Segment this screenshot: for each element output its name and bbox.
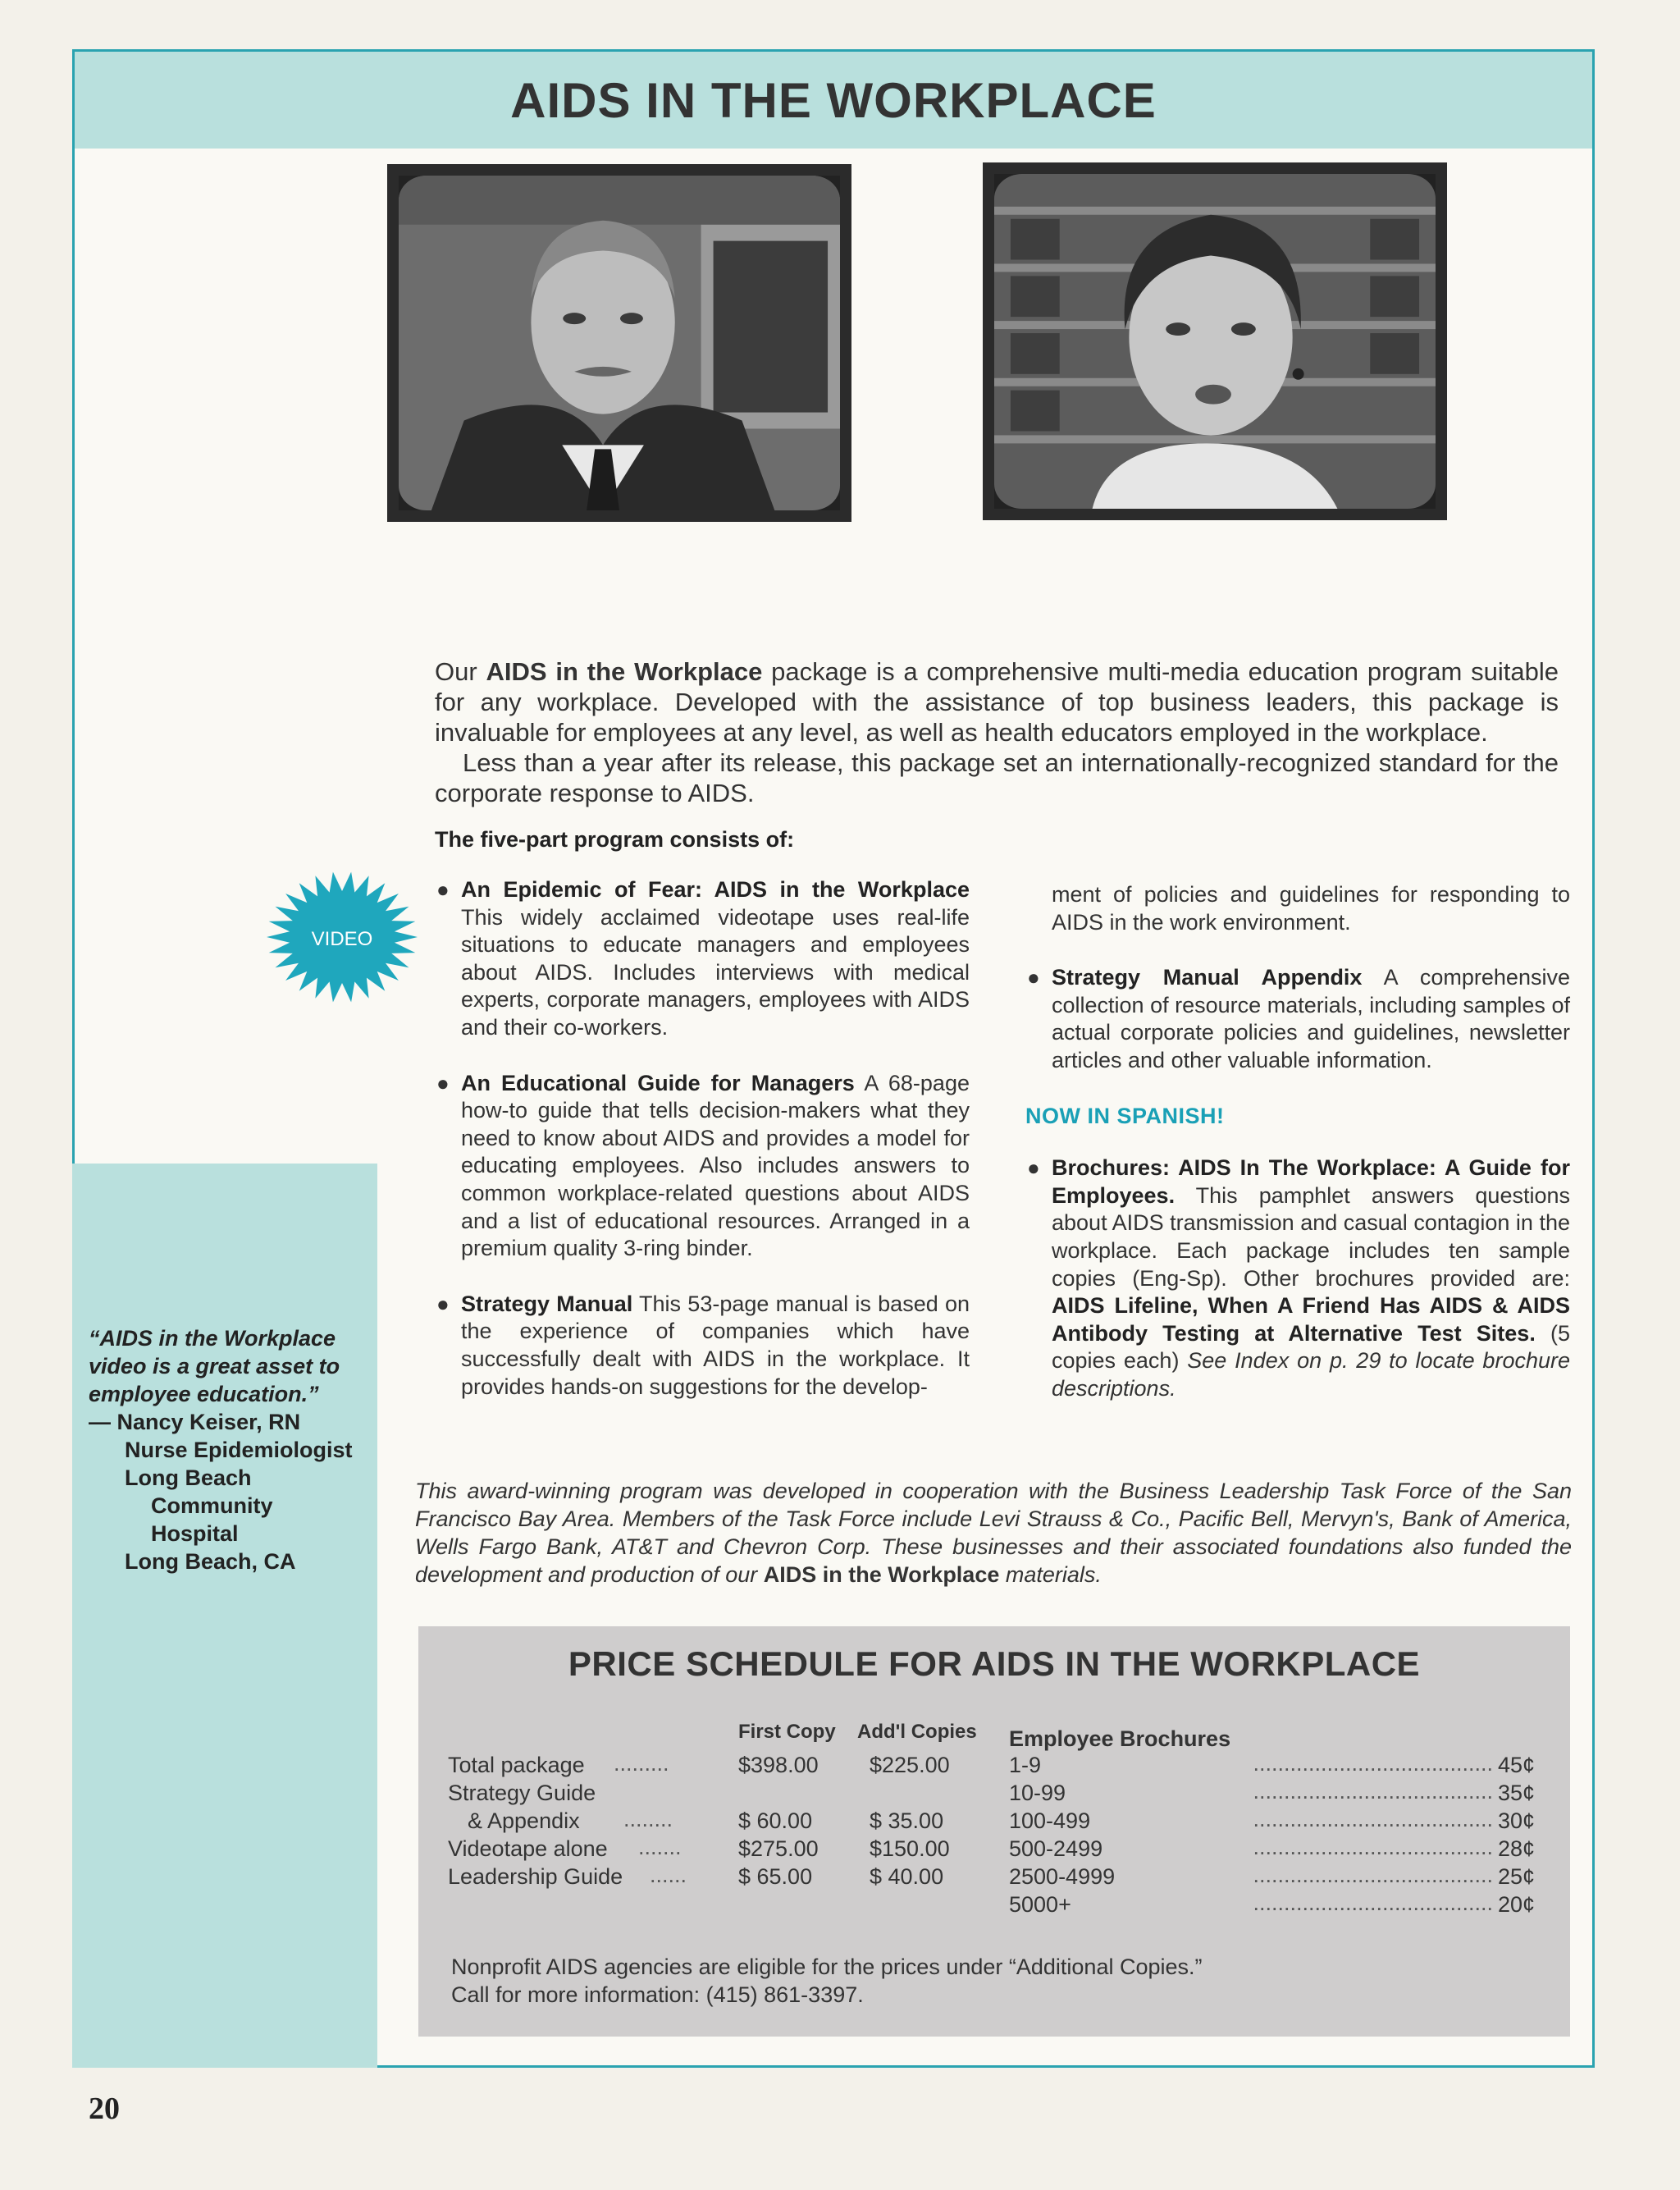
list-item-continuation: ment of policies and guidelines for responding to AIDS in the work environment. (1052, 882, 1570, 935)
dot-leader: ....................................... (1253, 1835, 1493, 1859)
brochure-qty: 1-9 (1009, 1753, 1042, 1777)
brochures-heading: Employee Brochures (1009, 1726, 1231, 1751)
price-addl: $ 35.00 (870, 1808, 944, 1833)
quote-org-line-1: Long Beach (125, 1465, 252, 1490)
intro-paragraph-2: Less than a year after its release, this package set an internationally-recognized standard for the corporate response to AIDS. (435, 748, 1559, 807)
bullet-icon: ● (436, 1291, 450, 1316)
brochure-price: 20¢ (1498, 1892, 1536, 1917)
dot-leader: ........ (623, 1807, 673, 1831)
program-column-left (435, 876, 970, 1429)
price-row-label: Videotape alone (448, 1836, 608, 1861)
quote-panel (72, 1164, 377, 2068)
price-note (451, 1953, 1203, 2009)
bullet-icon: ● (1027, 1155, 1040, 1181)
spanish-label: NOW IN SPANISH! (1025, 1103, 1225, 1128)
intro-paragraph-1: Our AIDS in the Workplace package is a comprehensive multi-media education program suitable for any workplace. Developed with the assistance of top business leaders, this package is invaluable for employees at any level, as well as health educators employed in the workplace. (435, 657, 1559, 747)
quote-org-line-3: Hospital (151, 1521, 239, 1546)
price-note-line-1: Nonprofit AIDS agencies are eligible for the prices under “Additional Copies.” (451, 1955, 1203, 1979)
price-row-label: Leadership Guide (448, 1864, 623, 1889)
brochure-price: 25¢ (1498, 1864, 1536, 1889)
brochure-qty: 10-99 (1009, 1781, 1066, 1805)
dot-leader: ....................................... (1253, 1751, 1493, 1776)
brochure-price: 35¢ (1498, 1781, 1536, 1805)
brochure-price: 30¢ (1498, 1808, 1536, 1833)
page-number: 20 (89, 2092, 120, 2126)
dot-leader: ......... (614, 1751, 669, 1776)
quote-text: “AIDS in the Workplace video is a great asset to employee education.” (89, 1326, 340, 1406)
quote-city: Long Beach, CA (125, 1549, 296, 1574)
price-first: $ 60.00 (738, 1808, 813, 1833)
dot-leader: ....................................... (1253, 1779, 1493, 1804)
title-bar (75, 52, 1592, 149)
brochure-qty: 500-2499 (1009, 1836, 1103, 1861)
bullet-icon: ● (436, 1070, 450, 1095)
quote-name: — Nancy Keiser, RN (89, 1410, 301, 1434)
video-still-woman (983, 162, 1447, 520)
video-badge-label: VIDEO (311, 928, 373, 950)
page-title: AIDS IN THE WORKPLACE (510, 72, 1157, 128)
video-still-man (387, 164, 851, 522)
man-photo-icon (399, 176, 840, 510)
dot-leader: ....... (638, 1835, 682, 1859)
testimonial-quote (89, 1324, 368, 1575)
award-paragraph: This award-winning program was developed in cooperation with the Business Leadership Task Force of the San Francisco Bay Area. Members of the Task Force include Levi Strauss & Co., Pacific Bell, Mervyn's, Bank of America, Wells Fargo Bank, AT&T and Chevron Corp. These businesses and their associated foundations also funded the development and production of our AIDS in the Workplace materials. (415, 1479, 1572, 1587)
dot-leader: ....................................... (1253, 1891, 1493, 1915)
brochure-qty: 2500-4999 (1009, 1864, 1116, 1889)
brochure-price: 28¢ (1498, 1836, 1536, 1861)
quote-role: Nurse Epidemiologist (125, 1438, 353, 1462)
woman-photo-icon (994, 174, 1436, 509)
price-first: $398.00 (738, 1753, 819, 1777)
video-starburst-badge (264, 871, 420, 1003)
dot-leader: ...... (650, 1863, 687, 1887)
list-item: ● An Epidemic of Fear: AIDS in the Workplace This widely acclaimed videotape uses real-life situations to educate managers and employees about AIDS. Includes interviews with medical experts, corporate managers, employees with AIDS and their co-workers. (436, 877, 970, 1040)
brochure-qty: 100-499 (1009, 1808, 1091, 1833)
price-addl: $150.00 (870, 1836, 950, 1861)
price-addl: $ 40.00 (870, 1864, 944, 1889)
program-column-right (1025, 881, 1570, 1431)
intro-text (435, 656, 1559, 808)
list-item: ● Strategy Manual Appendix A comprehensive collection of resource materials, including samples of actual corporate policies and guidelines, newsletter articles and other valuable information. (1027, 965, 1570, 1072)
price-schedule (418, 1626, 1570, 2037)
price-first: $275.00 (738, 1836, 819, 1861)
quote-org-line-2: Community (151, 1493, 273, 1518)
price-note-line-2: Call for more information: (415) 861-3397. (451, 1982, 864, 2007)
col-header-addl-copies: Add'l Copies (857, 1721, 977, 1743)
bullet-icon: ● (436, 877, 450, 902)
price-row-label: & Appendix (468, 1808, 580, 1833)
col-header-first-copy: First Copy (738, 1721, 836, 1743)
price-schedule-title: PRICE SCHEDULE FOR AIDS IN THE WORKPLACE (568, 1644, 1421, 1683)
price-row-label: Strategy Guide (448, 1781, 596, 1805)
bullet-icon: ● (1027, 965, 1040, 990)
dot-leader: ....................................... (1253, 1807, 1493, 1831)
list-item: ● Brochures: AIDS In The Workplace: A Guide for Employees. This pamphlet answers questions about AIDS transmission and casual contagion in the workplace. Each package includes ten sample copies (Eng-Sp). Other brochures provided are: AIDS Lifeline, When A Friend Has AIDS & AIDS Antibody Testing at Alternative Test Sites. (5 copies each) See Index on p. 29 to locate brochure descriptions. (1027, 1155, 1570, 1401)
brochure-qty: 5000+ (1009, 1892, 1071, 1917)
brochure-price: 45¢ (1498, 1753, 1536, 1777)
price-first: $ 65.00 (738, 1864, 813, 1889)
list-item: ● Strategy Manual This 53-page manual is based on the experience of companies which have successfully dealt with AIDS in the workplace. It provides hands-on suggestions for the develop- (436, 1291, 970, 1399)
program-heading: The five-part program consists of: (435, 827, 795, 852)
dot-leader: ....................................... (1253, 1863, 1493, 1887)
price-addl: $225.00 (870, 1753, 950, 1777)
price-row-label: Total package (448, 1753, 585, 1777)
list-item: ● An Educational Guide for Managers A 68-page how-to guide that tells decision-makers what they need to know about AIDS and provides a model for educating employees. Also includes answers to common workplace-related questions about AIDS and a list of educational resources. Arranged in a premium quality 3-ring binder. (436, 1070, 970, 1261)
